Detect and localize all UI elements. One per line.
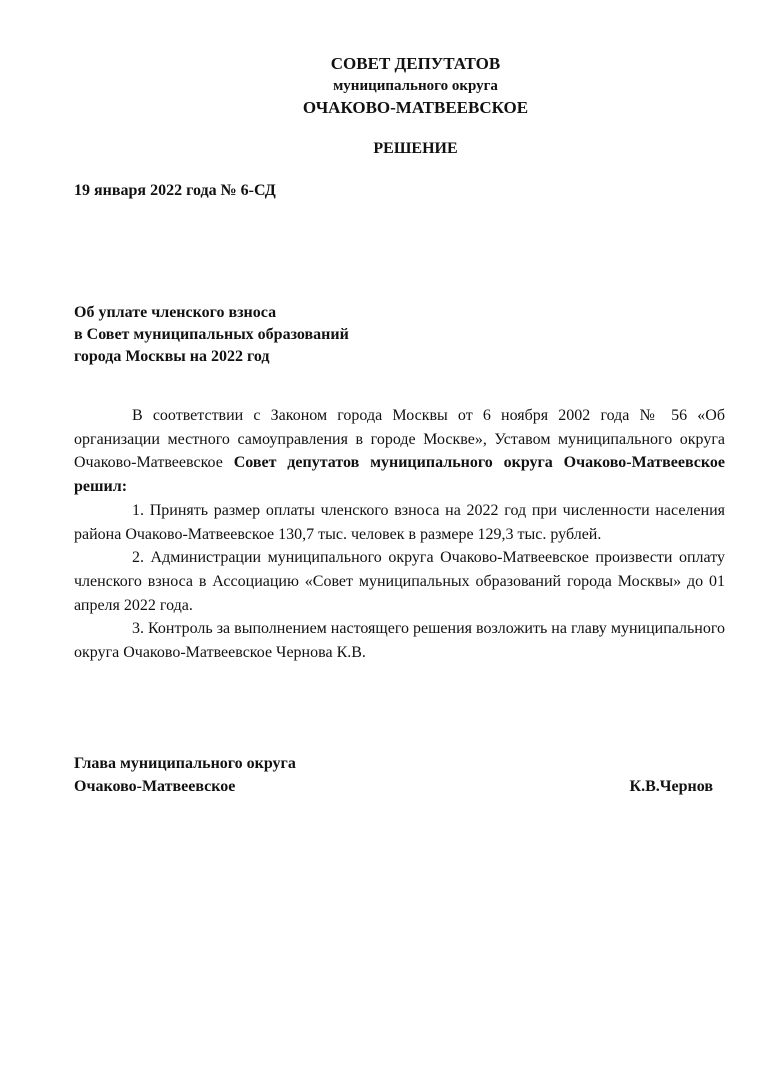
district-name: ОЧАКОВО-МАТВЕЕВСКОЕ — [302, 98, 529, 117]
decision-date-number: 19 января 2022 года № 6-СД — [74, 182, 276, 199]
preamble-text: В соответствии с Законом города Москвы от 6 ноября 2002 года № 56 «Об организации местного самоуправления в городе Москве», Уставом муниципального округа Очаково-Матвеевское — [74, 407, 725, 472]
signatory-title — [74, 752, 296, 798]
decision-item-1: 1. Принять размер оплаты членского взноса на 2022 год при численности населения района Очаково-Матвеевское 130,7 тыс. человек в размере 129,3 тыс. рублей. — [74, 501, 725, 543]
council-title: СОВЕТ ДЕПУТАТОВ — [330, 54, 501, 73]
decision-item-3: 3. Контроль за выполнением настоящего решения возложить на главу муниципального округа Очаково-Матвеевское Чернова К.В. — [74, 620, 725, 662]
signatory-name: К.В.Чернов — [629, 778, 713, 795]
document-type: РЕШЕНИЕ — [373, 140, 458, 157]
signatory-title-line: Глава муниципального округа — [74, 755, 296, 772]
council-subtitle: муниципального округа — [333, 78, 498, 94]
signatory-title-line: Очаково-Матвеевское — [74, 778, 236, 795]
decision-body — [74, 404, 725, 665]
preamble-paragraph — [74, 404, 725, 499]
decision-item-2: 2. Администрации муниципального округа Очаково-Матвеевское произвести оплату членского взноса в Ассоциацию «Совет муниципальных образований города Москвы» до 01 апреля 2022 года. — [74, 549, 725, 614]
decision-subject — [74, 302, 474, 368]
subject-line: Об уплате членского взноса — [74, 304, 277, 321]
subject-line: города Москвы на 2022 год — [74, 348, 270, 365]
preamble-resolution: Совет депутатов муниципального округа Очаково-Матвеевское решил: — [74, 454, 726, 496]
subject-line: в Совет муниципальных образований — [74, 326, 349, 343]
